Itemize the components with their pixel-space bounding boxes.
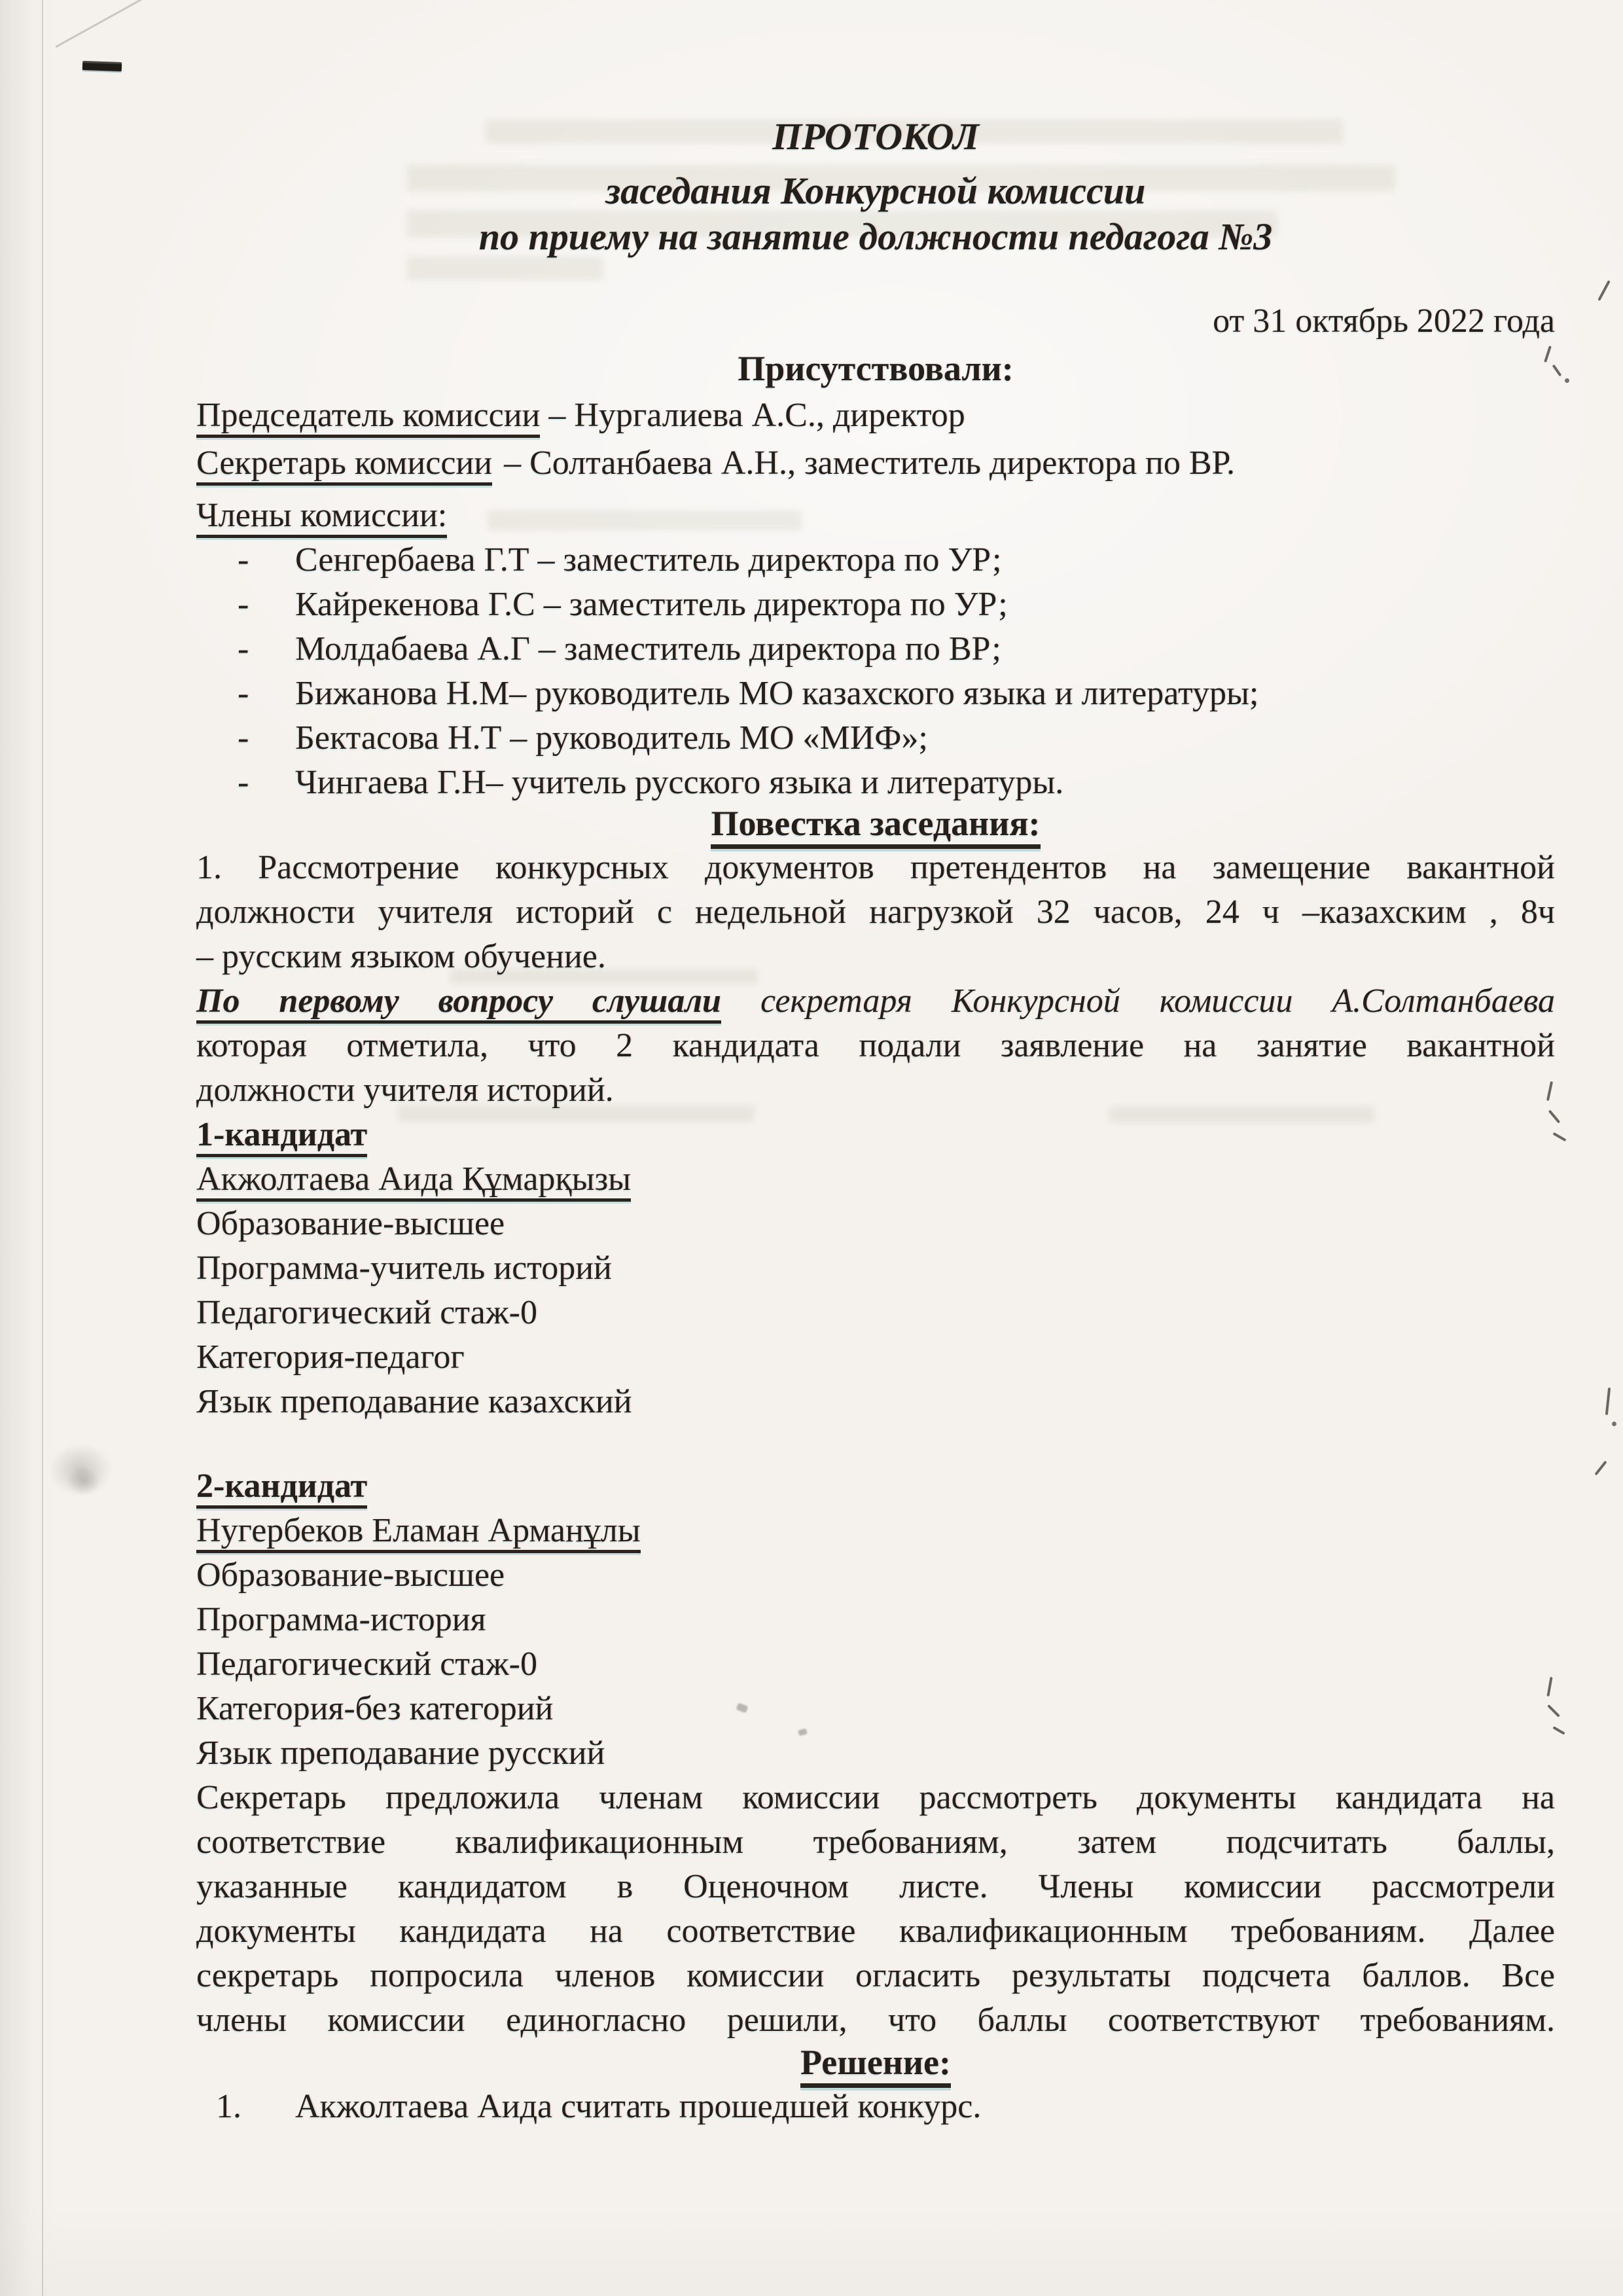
- candidate1-name-text: Акжолтаева Аида Құмарқызы: [196, 1160, 631, 1202]
- candidate1-detail: Категория-педагог: [196, 1338, 465, 1376]
- candidate2-detail: Язык преподавание русский: [196, 1734, 605, 1772]
- decision-heading-text: Решение:: [800, 2043, 951, 2088]
- chairman-label: Председатель комиссии: [196, 397, 540, 438]
- candidate1-heading-text: 1-кандидат: [196, 1116, 367, 1157]
- member-item: [196, 538, 1555, 583]
- member-item: [196, 627, 1555, 672]
- chairman-line: [196, 393, 1555, 438]
- member-text: Чингаева Г.Н– учитель русского языка и литературы.: [295, 764, 1064, 801]
- doc-title-line2: заседания Конкурсной комиссии: [605, 170, 1146, 212]
- candidate2-heading-text: 2-кандидат: [196, 1467, 367, 1509]
- doc-title-line3: по приему на занятие должности педагога №3: [478, 215, 1273, 258]
- candidate2-name-text: Нугербеков Еламан Арманұлы: [196, 1512, 641, 1553]
- decision-heading: [196, 2040, 1555, 2086]
- member-text: Бижанова Н.М– руководитель МО казахского языка и литературы;: [295, 675, 1259, 712]
- members-heading-text: Члены комиссии:: [196, 497, 447, 538]
- member-text: Бектасова Н.Т – руководитель МО «МИФ»;: [295, 719, 928, 757]
- candidate1-detail: Программа-учитель историй: [196, 1249, 612, 1287]
- member-text: Сенгербаева Г.Т – заместитель директора по УР;: [295, 541, 1002, 579]
- candidate1-detail: Образование-высшее: [196, 1205, 505, 1242]
- secretary-line: [196, 441, 1555, 486]
- candidate2-detail: Образование-высшее: [196, 1556, 505, 1594]
- candidate1-detail: Педагогический стаж-0: [196, 1294, 537, 1331]
- secretary-rest: – Солтанбаева А.Н., заместитель директора по ВР.: [504, 444, 1235, 482]
- pen-dot-mark: [1612, 1422, 1616, 1426]
- decision-text: Акжолтаева Аида считать прошедшей конкурс.: [295, 2088, 982, 2125]
- member-item: [196, 583, 1555, 627]
- secretary-label: Секретарь комиссии: [196, 444, 492, 486]
- candidate1-name: [196, 1157, 1555, 1202]
- list-dash: -: [238, 586, 249, 623]
- smudge-mark: [60, 1461, 107, 1501]
- secretary-paragraph-line: документы кандидата на соответствие квалификационным требованиям. Далее: [196, 1912, 1555, 1950]
- agenda-paragraph-line: 1. Рассмотрение конкурсных документов претендентов на замещение вакантной: [196, 849, 1555, 886]
- list-dash: -: [238, 630, 249, 668]
- bleed-through-text: [407, 257, 603, 280]
- pen-tick-mark: [1605, 1388, 1611, 1415]
- secretary-paragraph-line: соответствие квалификационным требованиям, затем подсчитать баллы,: [196, 1823, 1555, 1861]
- attendees-heading: [196, 346, 1555, 392]
- secretary-paragraph-line: Секретарь предложила членам комиссии рассмотреть документы кандидата на: [196, 1779, 1555, 1816]
- paper-corner-edge: [56, 0, 228, 48]
- member-item: [196, 716, 1555, 761]
- secretary-paragraph-line: члены комиссии единогласно решили, что баллы соответствуют требованиям.: [196, 2001, 1555, 2039]
- smudge-mark: [37, 1433, 124, 1507]
- list-dash: -: [238, 541, 249, 579]
- candidate2-detail: Категория-без категорий: [196, 1690, 554, 1727]
- list-dash: -: [238, 675, 249, 712]
- first-question-line: [196, 979, 1555, 1024]
- agenda-paragraph-line: – русским языком обучение.: [196, 938, 606, 975]
- chairman-rest: – Нургалиева А.С., директор: [540, 397, 965, 434]
- member-item: [196, 672, 1555, 716]
- member-text: Молдабаева А.Г – заместитель директора по ВР;: [295, 630, 1001, 668]
- secretary-paragraph-line: указанные кандидатом в Оценочном листе. Члены комиссии рассмотрели: [196, 1868, 1555, 1905]
- list-dash: -: [238, 719, 249, 757]
- members-heading: [196, 493, 1555, 538]
- doc-date: от 31 октябрь 2022 года: [1213, 302, 1555, 340]
- first-question-line: должности учителя историй.: [196, 1071, 614, 1109]
- member-text: Кайрекенова Г.С – заместитель директора по УР;: [295, 586, 1008, 623]
- candidate2-detail: Программа-история: [196, 1601, 486, 1638]
- pen-tick-mark: [1597, 280, 1610, 301]
- agenda-heading: [196, 801, 1555, 847]
- candidate2-detail: Педагогический стаж-0: [196, 1645, 537, 1683]
- doc-title-line1: ПРОТОКОЛ: [772, 115, 979, 158]
- first-question-lead-rest: секретаря Конкурсной комиссии А.Солтанбаева: [721, 982, 1555, 1020]
- attendees-heading-text: Присутствовали:: [738, 349, 1014, 388]
- agenda-paragraph-line: должности учителя историй с недельной нагрузкой 32 часов, 24 ч –казахским , 8ч: [196, 893, 1555, 931]
- agenda-heading-text: Повестка заседания:: [711, 804, 1040, 849]
- first-question-lead: По первому вопросу слушали: [196, 982, 721, 1024]
- first-question-line: которая отметила, что 2 кандидата подали заявление на занятие вакантной: [196, 1027, 1555, 1064]
- scan-edge-line: [42, 0, 43, 2296]
- decision-number: 1.: [216, 2088, 241, 2125]
- candidate2-name: [196, 1509, 1555, 1553]
- list-dash: -: [238, 764, 249, 801]
- decision-item: [196, 2085, 1555, 2129]
- candidate1-heading: [196, 1113, 1555, 1157]
- member-item: [196, 761, 1555, 805]
- pen-dash-mark: [82, 61, 122, 71]
- pen-tick-mark: [1594, 1461, 1607, 1476]
- candidate2-heading: [196, 1464, 1555, 1509]
- secretary-paragraph-line: секретарь попросила членов комиссии огласить результаты подсчета баллов. Все: [196, 1957, 1555, 1994]
- pen-dot-mark: [1565, 378, 1569, 383]
- candidate1-detail: Язык преподавание казахский: [196, 1383, 632, 1420]
